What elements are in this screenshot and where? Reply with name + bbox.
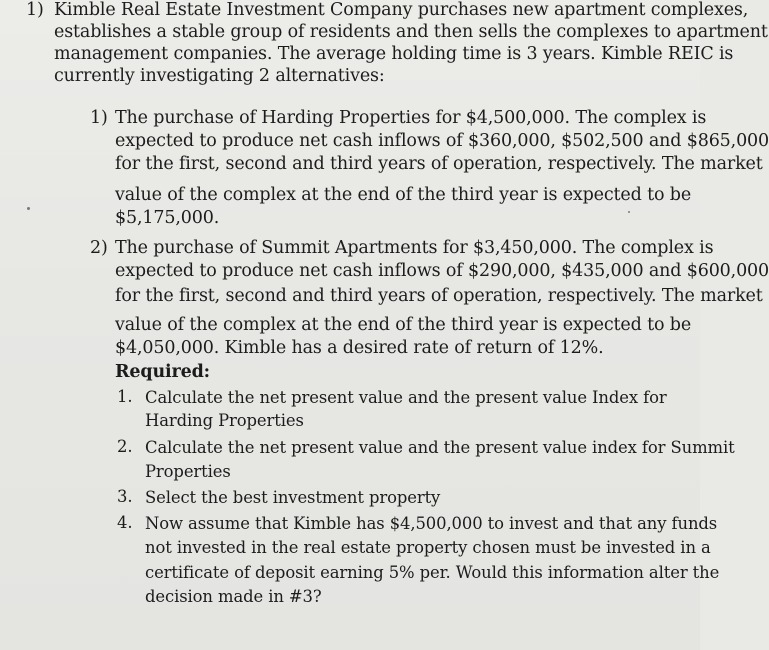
intro-line-1: Kimble Real Estate Investment Company purchases new apartment complexes, — [54, 0, 749, 20]
requirement-4-line-1: Now assume that Kimble has $4,500,000 to invest and that any funds — [145, 514, 718, 533]
requirement-1-line-2: Harding Properties — [145, 411, 304, 430]
alternative-2-line-1: The purchase of Summit Apartments for $3,450,000. The complex is — [115, 238, 714, 258]
alternative-2-line-3: for the first, second and third years of operation, respectively. The market — [115, 286, 763, 306]
requirement-1-number: 1. — [117, 387, 133, 406]
intro-line-3: management companies. The average holding time is 3 years. Kimble REIC is — [54, 44, 734, 64]
alternative-1-line-4: value of the complex at the end of the third year is expected to be — [115, 185, 692, 205]
alternative-1-line-2: expected to produce net cash inflows of $360,000, $502,500 and $865,000 — [115, 131, 769, 151]
requirement-2-line-1: Calculate the net present value and the present value index for Summit — [145, 438, 735, 457]
requirement-1-line-1: Calculate the net present value and the present value Index for — [145, 388, 667, 407]
alternative-1-line-3: for the first, second and third years of operation, respectively. The market — [115, 154, 763, 174]
problem-number: 1) — [26, 0, 44, 20]
alternative-1-line-1: The purchase of Harding Properties for $4,500,000. The complex is — [115, 108, 707, 128]
alternative-1-number: 1) — [90, 108, 108, 128]
alternative-2-line-2: expected to produce net cash inflows of $290,000, $435,000 and $600,000 — [115, 261, 769, 281]
alternative-1-line-5: $5,175,000. — [115, 208, 220, 228]
scan-speck — [628, 211, 630, 213]
requirement-4-line-4: decision made in #3? — [145, 587, 322, 606]
requirement-3-line-1: Select the best investment property — [145, 488, 441, 507]
alternative-2-number: 2) — [90, 238, 108, 258]
requirement-4-line-3: certificate of deposit earning 5% per. Would this information alter the — [145, 563, 720, 582]
alternative-2-line-5: $4,050,000. Kimble has a desired rate of return of 12%. — [115, 338, 604, 358]
intro-line-4: currently investigating 2 alternatives: — [54, 66, 385, 86]
requirement-4-line-2: not invested in the real estate property chosen must be invested in a — [145, 538, 711, 557]
scan-speck — [27, 207, 30, 210]
alternative-2-line-4: value of the complex at the end of the third year is expected to be — [115, 315, 692, 335]
intro-line-2: establishes a stable group of residents and then sells the complexes to apartment — [54, 22, 768, 42]
requirement-2-number: 2. — [117, 437, 133, 456]
requirement-3-number: 3. — [117, 487, 133, 506]
requirement-2-line-2: Properties — [145, 462, 231, 481]
requirement-4-number: 4. — [117, 513, 133, 532]
required-heading: Required: — [115, 362, 210, 382]
